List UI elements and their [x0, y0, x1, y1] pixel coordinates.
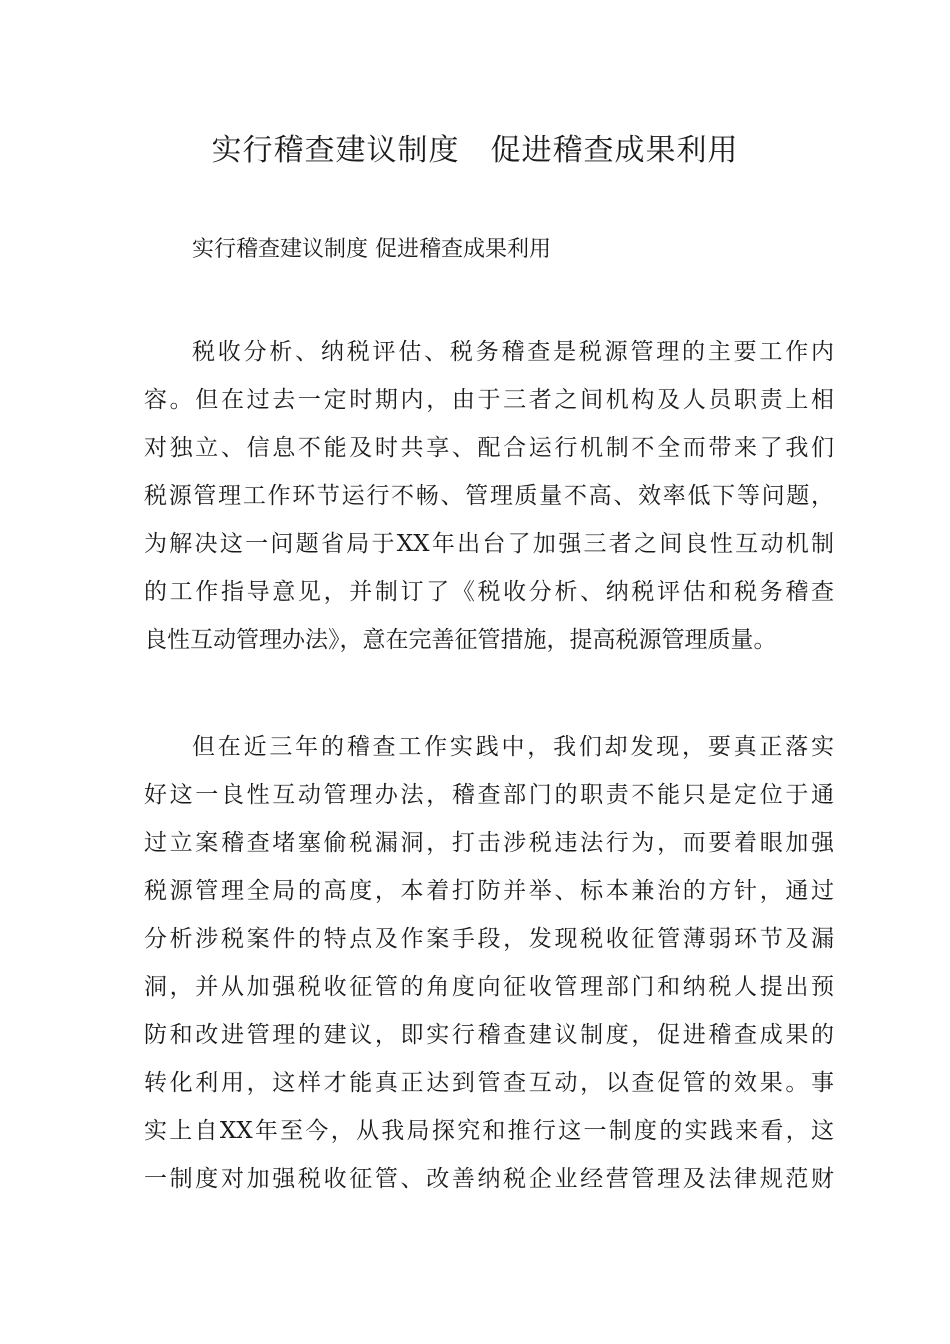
paragraph-line: 一制度对加强税收征管、改善纳税企业经营管理及法律规范财	[144, 1166, 834, 1192]
paragraph-line: 洞，并从加强税收征管的角度向征收管理部门和纳税人提出预	[144, 974, 834, 1000]
paragraph-line: 的工作指导意见，并制订了《税收分析、纳税评估和税务稽查	[144, 579, 834, 605]
paragraph-line: 分析涉税案件的特点及作案手段，发现税收征管薄弱环节及漏	[144, 926, 834, 952]
paragraph-line: 对独立、信息不能及时共享、配合运行机制不全而带来了我们	[144, 435, 834, 461]
document-subtitle: 实行稽查建议制度 促进稽查成果利用	[192, 237, 551, 262]
paragraph-line: 税源管理全局的高度，本着打防并举、标本兼治的方针，通过	[144, 878, 834, 904]
paragraph-line: 税源管理工作环节运行不畅、管理质量不高、效率低下等问题，	[144, 483, 834, 509]
body-paragraph-2	[144, 723, 834, 1203]
paragraph-line: 过立案稽查堵塞偷税漏洞，打击涉税违法行为，而要着眼加强	[144, 830, 834, 856]
document-title: 实行稽查建议制度 促进稽查成果利用	[211, 133, 739, 168]
body-paragraph-1	[144, 328, 834, 664]
paragraph-line: 税收分析、纳税评估、税务稽查是税源管理的主要工作内	[192, 339, 834, 365]
paragraph-line: 实上自XX年至今，从我局探究和推行这一制度的实践来看，这	[144, 1118, 834, 1144]
paragraph-line: 好这一良性互动管理办法，稽查部门的职责不能只是定位于通	[144, 782, 834, 808]
paragraph-line: 良性互动管理办法》，意在完善征管措施，提高税源管理质量。	[144, 627, 777, 653]
paragraph-line: 为解决这一问题省局于XX年出台了加强三者之间良性互动机制	[144, 531, 834, 557]
paragraph-line: 转化利用，这样才能真正达到管查互动，以查促管的效果。事	[144, 1070, 834, 1096]
paragraph-line: 防和改进管理的建议，即实行稽查建议制度，促进稽查成果的	[144, 1022, 834, 1048]
paragraph-line: 但在近三年的稽查工作实践中，我们却发现，要真正落实	[192, 734, 834, 760]
paragraph-line: 容。但在过去一定时期内，由于三者之间机构及人员职责上相	[144, 387, 834, 413]
